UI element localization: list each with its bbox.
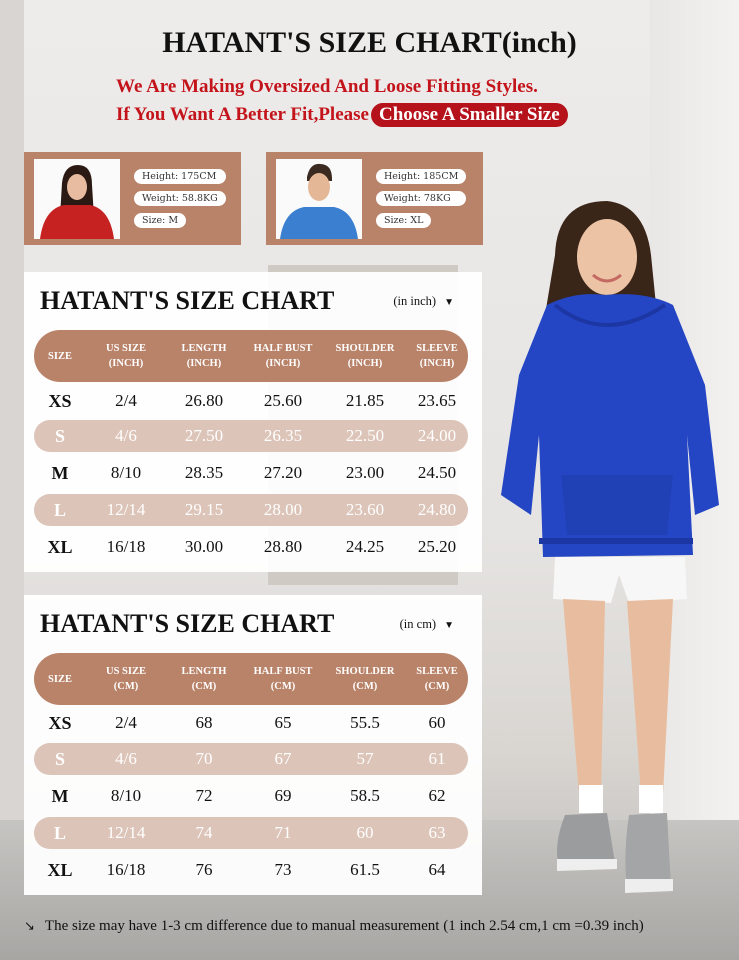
cell-length: 70	[195, 749, 213, 768]
cell-sleeve: 24.50	[417, 463, 457, 482]
table-row	[34, 817, 468, 849]
header-shoulder: SHOULDER (CM)	[335, 666, 395, 692]
subtitle-line-2	[116, 103, 568, 127]
table-row	[34, 707, 468, 739]
table-row	[34, 531, 468, 563]
table-row	[34, 457, 468, 489]
header-size: SIZE	[48, 350, 72, 362]
header-length: LENGTH (INCH)	[181, 343, 227, 369]
cell-half-bust: 25.60	[263, 391, 303, 410]
cell-length: 68	[195, 713, 213, 732]
cell-length: 74	[195, 823, 213, 842]
cell-shoulder: 23.00	[345, 463, 385, 482]
weight-label: Weight: 78KG	[376, 191, 466, 206]
header-sleeve: SLEEVE (INCH)	[416, 343, 458, 369]
cell-length: 76	[195, 860, 213, 879]
table-header	[34, 330, 468, 382]
dropdown-arrow-icon: ▼	[444, 297, 454, 308]
header-half-bust: HALF BUST (CM)	[253, 666, 313, 692]
cell-size: L	[53, 822, 66, 843]
cell-size: S	[54, 425, 65, 446]
table-row	[34, 743, 468, 775]
cell-size: XS	[48, 390, 72, 411]
table-row	[34, 780, 468, 812]
model-info-male	[376, 169, 466, 228]
cell-shoulder: 55.5	[350, 713, 380, 732]
cell-us-size: 2/4	[115, 391, 137, 410]
cell-shoulder: 22.50	[345, 426, 385, 445]
cell-half-bust: 28.00	[263, 500, 303, 519]
cell-size: XS	[48, 712, 72, 733]
cell-shoulder: 57	[356, 749, 374, 768]
cell-shoulder: 60	[356, 823, 374, 842]
model-info-female	[134, 169, 226, 228]
unit-select-cm[interactable]	[400, 617, 454, 632]
cell-length: 27.50	[184, 426, 224, 445]
header-shoulder: SHOULDER (INCH)	[335, 343, 395, 369]
model-photo-female	[34, 159, 120, 239]
background-wall	[0, 0, 24, 960]
unit-label: (in inch)	[393, 294, 437, 308]
cell-half-bust: 69	[274, 786, 292, 805]
cell-size: S	[54, 748, 65, 769]
cell-sleeve: 64	[428, 860, 446, 879]
smaller-size-badge: Choose A Smaller Size	[371, 103, 568, 127]
cell-sleeve: 63	[428, 823, 446, 842]
arrow-down-right-icon: ↘	[24, 918, 35, 933]
header-sleeve: SLEEVE (CM)	[416, 666, 458, 692]
size-chart-inch	[24, 272, 482, 572]
cell-half-bust: 73	[274, 860, 292, 879]
unit-select-inch[interactable]	[393, 294, 454, 309]
cell-us-size: 2/4	[115, 713, 137, 732]
cell-size: M	[51, 785, 69, 806]
cell-length: 29.15	[184, 500, 224, 519]
cell-sleeve: 24.80	[417, 500, 457, 519]
chart-title: HATANT'S SIZE CHART	[40, 286, 335, 315]
cell-size: M	[51, 462, 69, 483]
cell-us-size: 12/14	[106, 500, 146, 519]
unit-label: (in cm)	[399, 617, 437, 631]
header-half-bust: HALF BUST (INCH)	[253, 343, 313, 369]
cell-us-size: 16/18	[106, 860, 146, 879]
weight-label: Weight: 58.8KG	[134, 191, 226, 206]
model-card-male	[266, 152, 483, 245]
header-us-size: US SIZE (CM)	[106, 666, 146, 692]
cell-half-bust: 67	[274, 749, 292, 768]
cell-half-bust: 26.35	[263, 426, 303, 445]
header-size: SIZE	[48, 673, 72, 685]
cell-us-size: 12/14	[106, 823, 146, 842]
table-row	[34, 385, 468, 417]
footnote	[24, 918, 644, 935]
table-row	[34, 494, 468, 526]
cell-half-bust: 28.80	[263, 537, 303, 556]
header-length: LENGTH (CM)	[181, 666, 227, 692]
cell-length: 28.35	[184, 463, 224, 482]
subtitle-prefix: If You Want A Better Fit,Please	[116, 104, 369, 125]
model-card-female	[24, 152, 241, 245]
footnote-text: The size may have 1-3 cm difference due to manual measurement (1 inch 2.54 cm,1 cm =0.39 inch)	[44, 918, 644, 934]
size-chart-cm	[24, 595, 482, 895]
cell-sleeve: 25.20	[417, 537, 457, 556]
size-label: Size: M	[134, 213, 186, 228]
cell-sleeve: 62	[428, 786, 446, 805]
cell-half-bust: 71	[274, 823, 292, 842]
cell-half-bust: 27.20	[263, 463, 303, 482]
cell-shoulder: 21.85	[345, 391, 385, 410]
cell-size: XL	[47, 536, 73, 557]
size-label: Size: XL	[376, 213, 431, 228]
cell-length: 30.00	[184, 537, 224, 556]
model-photo-male	[276, 159, 362, 239]
table-header	[34, 653, 468, 705]
table-row	[34, 420, 468, 452]
height-label: Height: 175CM	[134, 169, 226, 184]
cell-shoulder: 61.5	[350, 860, 380, 879]
cell-sleeve: 23.65	[417, 391, 457, 410]
cell-length: 72	[195, 786, 213, 805]
height-label: Height: 185CM	[376, 169, 466, 184]
cell-shoulder: 24.25	[345, 537, 385, 556]
cell-shoulder: 23.60	[345, 500, 385, 519]
cell-half-bust: 65	[274, 713, 292, 732]
chart-title: HATANT'S SIZE CHART	[40, 609, 335, 638]
table-row	[34, 854, 468, 886]
cell-shoulder: 58.5	[350, 786, 380, 805]
cell-size: XL	[47, 859, 73, 880]
cell-us-size: 8/10	[110, 463, 142, 482]
cell-us-size: 4/6	[115, 749, 137, 768]
cell-length: 26.80	[184, 391, 224, 410]
cell-us-size: 8/10	[110, 786, 142, 805]
cell-sleeve: 24.00	[417, 426, 457, 445]
header-us-size: US SIZE (INCH)	[106, 343, 146, 369]
cell-sleeve: 60	[428, 713, 446, 732]
cell-sleeve: 61	[428, 749, 446, 768]
cell-us-size: 4/6	[115, 426, 137, 445]
cell-us-size: 16/18	[106, 537, 146, 556]
dropdown-arrow-icon: ▼	[444, 620, 454, 631]
model-photo-main	[495, 195, 730, 895]
page-title: HATANT'S SIZE CHART(inch)	[162, 26, 577, 59]
cell-size: L	[53, 499, 66, 520]
subtitle-line-1: We Are Making Oversized And Loose Fitting Styles.	[116, 76, 538, 97]
